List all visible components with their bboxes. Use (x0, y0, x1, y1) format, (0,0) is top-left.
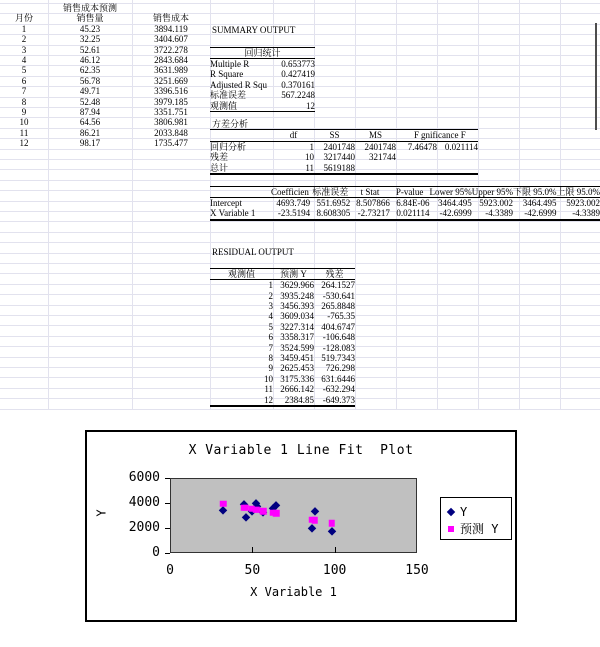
cell[interactable]: 264.1527 (321, 280, 355, 291)
cell[interactable]: -4.3389 (556, 208, 600, 219)
cell[interactable]: -42.6999 (513, 208, 557, 219)
cell[interactable]: 观测值 (210, 101, 273, 112)
cell[interactable]: 6 (268, 332, 273, 343)
cell[interactable]: 3806.981 (154, 117, 188, 128)
cell[interactable]: 月份 (14, 13, 33, 24)
x-tick-label: 50 (244, 563, 261, 578)
cell[interactable]: P-value (390, 186, 430, 197)
cell[interactable]: 0.021114 (444, 141, 478, 152)
cell[interactable]: 64.56 (79, 117, 101, 128)
cell[interactable]: Adjusted R Squ (210, 79, 268, 90)
x-tick-label: 100 (322, 563, 347, 578)
y-tick-mark (165, 553, 170, 554)
cell[interactable]: 9 (21, 107, 27, 118)
cell[interactable]: 1 (268, 280, 273, 291)
gridline (0, 409, 600, 410)
cell[interactable]: -4.3389 (472, 208, 513, 219)
cell[interactable]: 3722.278 (154, 44, 188, 55)
cell[interactable]: 5923.002 (566, 198, 600, 208)
cell[interactable]: 1 (309, 141, 314, 152)
cell[interactable]: 8 (21, 96, 27, 107)
cell[interactable]: 2625.453 (280, 363, 314, 374)
cell[interactable]: 3217440 (323, 152, 355, 163)
data-point-marker[interactable] (220, 501, 227, 508)
cell[interactable]: 10 (264, 373, 273, 384)
cell[interactable]: 0.370161 (281, 79, 315, 90)
cell[interactable] (132, 3, 210, 13)
cell[interactable]: df (273, 130, 314, 141)
cell[interactable]: 3358.317 (280, 332, 314, 343)
y-tick-label: 6000 (128, 470, 160, 485)
cell[interactable]: 52.48 (79, 96, 101, 107)
cell[interactable]: -106.648 (322, 332, 355, 343)
cell[interactable]: -128.083 (322, 342, 355, 353)
data-point-marker[interactable] (253, 507, 260, 514)
legend-diamond-icon (447, 507, 455, 515)
anova-table (210, 129, 478, 175)
cell[interactable]: 回归统计 (210, 47, 315, 58)
residual-table (210, 268, 355, 407)
cell[interactable] (396, 152, 437, 162)
cell[interactable]: 0.653773 (281, 58, 315, 69)
cell[interactable]: R Square (210, 69, 244, 80)
gridline (0, 263, 600, 264)
cell[interactable]: 6 (21, 75, 27, 86)
x-axis-title: X Variable 1 (250, 585, 337, 599)
cell[interactable]: 86.21 (79, 127, 101, 138)
cell[interactable]: 11 (273, 163, 314, 174)
cell[interactable]: 3227.314 (280, 321, 314, 332)
y-tick-mark (165, 478, 170, 479)
gridline (0, 232, 600, 233)
cell[interactable]: Coefficien (271, 186, 309, 197)
cell[interactable]: 3175.336 (280, 373, 314, 384)
x-tick-mark (335, 547, 336, 553)
cell[interactable]: 3894.119 (154, 23, 188, 34)
cell[interactable]: 0.427419 (281, 69, 315, 80)
cell[interactable]: 3464.495 (437, 198, 472, 208)
cell[interactable]: 12 (273, 101, 315, 112)
cell[interactable]: 标准误差 (310, 186, 350, 197)
cell[interactable]: 3979.185 (154, 96, 188, 107)
vertical-scrollbar[interactable] (595, 23, 597, 130)
cell[interactable]: 预测 Y (273, 268, 314, 279)
cell[interactable]: 销售成本预测 (62, 3, 117, 13)
cell[interactable]: 7 (268, 342, 273, 353)
cell[interactable]: Upper 95% (471, 186, 513, 197)
cell[interactable]: 3396.516 (154, 86, 188, 97)
cell[interactable]: 3464.495 (522, 198, 557, 208)
gridline (0, 253, 600, 254)
cell[interactable]: 5923.002 (479, 198, 513, 208)
gridline (0, 180, 600, 181)
summary-output-label[interactable]: SUMMARY OUTPUT (212, 25, 296, 35)
legend-label-predicted-y: 预测 Y (460, 522, 499, 536)
cell[interactable] (437, 163, 478, 174)
cell[interactable]: 5619188 (314, 163, 355, 174)
cell[interactable]: 1735.477 (154, 138, 188, 149)
cell[interactable] (396, 163, 437, 174)
cell[interactable]: 0.021114 (390, 208, 430, 219)
cell[interactable]: 12 (210, 395, 273, 406)
cell[interactable]: 2033.848 (154, 127, 188, 138)
cell[interactable]: 46.12 (79, 55, 101, 66)
cell[interactable]: 残差 (314, 268, 355, 279)
cell[interactable]: 1 (21, 23, 27, 34)
cell[interactable]: 49.71 (79, 86, 101, 97)
cell[interactable]: 45.23 (79, 23, 101, 34)
cell[interactable]: -649.373 (314, 395, 355, 406)
gridline (0, 221, 600, 222)
cell[interactable]: 标准误差 (210, 90, 247, 101)
cell[interactable]: 265.8848 (321, 301, 355, 312)
cell[interactable]: 3 (21, 44, 27, 55)
sales-table (0, 3, 210, 149)
cell[interactable]: 3251.669 (154, 75, 188, 86)
cell[interactable]: 总计 (210, 163, 273, 174)
cell[interactable]: 销售量 (76, 13, 104, 24)
cell[interactable]: 2666.142 (280, 384, 314, 395)
cell[interactable]: 87.94 (79, 107, 101, 118)
cell[interactable]: 3524.599 (280, 342, 314, 353)
cell[interactable]: F (396, 130, 437, 141)
cell[interactable]: Lower 95% (429, 186, 472, 197)
cell[interactable]: -42.6999 (429, 208, 471, 219)
regression-stats-table (210, 47, 315, 112)
cell[interactable]: 销售成本 (152, 13, 189, 24)
cell[interactable]: 7.46478 (407, 141, 437, 152)
cell[interactable]: 62.35 (79, 65, 101, 76)
cell[interactable]: -530.641 (322, 290, 355, 301)
cell[interactable]: -2.73217 (350, 208, 390, 219)
cell[interactable] (355, 163, 396, 174)
cell[interactable]: 2401748 (323, 141, 355, 152)
cell[interactable]: SS (314, 130, 355, 141)
y-tick-label: 2000 (128, 520, 160, 535)
cell[interactable]: 3629.966 (280, 280, 314, 291)
cell[interactable]: 9 (268, 363, 273, 374)
cell[interactable]: 321744 (369, 152, 396, 163)
x-tick-label: 0 (166, 563, 174, 578)
legend-label-y: Y (460, 504, 468, 519)
cell[interactable]: 3935.248 (280, 290, 314, 301)
cell[interactable]: MS (355, 130, 396, 141)
cell[interactable]: 2843.684 (154, 55, 188, 66)
cell[interactable]: 3404.607 (154, 34, 188, 45)
y-tick-label: 0 (152, 545, 160, 560)
chart-legend[interactable] (440, 497, 512, 540)
cell[interactable]: 下限 95.0% (512, 186, 557, 197)
cell[interactable]: Multiple R (210, 58, 250, 69)
data-point-marker[interactable] (328, 520, 335, 527)
cell[interactable]: 2384.85 (273, 395, 314, 406)
cell[interactable]: 3 (268, 301, 273, 312)
cell[interactable]: 2 (21, 34, 27, 45)
cell[interactable]: 2 (268, 290, 273, 301)
cell[interactable]: 56.78 (79, 75, 101, 86)
cell[interactable]: 8 (268, 353, 273, 364)
y-tick-mark (165, 503, 170, 504)
legend-square-icon (448, 526, 454, 532)
y-tick-mark (165, 528, 170, 529)
y-axis-title: Y (94, 509, 109, 517)
cell[interactable]: 32.25 (79, 34, 101, 45)
cell[interactable]: 12 (19, 138, 29, 149)
coefficients-table (210, 186, 600, 221)
cell[interactable]: 551.6952 (316, 198, 351, 208)
cell[interactable]: 10 (305, 152, 314, 163)
cell[interactable] (210, 186, 270, 197)
cell[interactable]: 8.608305 (310, 208, 350, 219)
cell[interactable]: 3351.751 (154, 107, 188, 118)
cell[interactable]: 10 (19, 117, 29, 128)
cell[interactable]: 上限 95.0% (556, 186, 600, 197)
cell[interactable]: 3456.393 (280, 301, 314, 312)
cell[interactable]: 7 (21, 86, 27, 97)
cell[interactable]: t Stat (350, 186, 390, 197)
cell[interactable]: 11 (19, 127, 29, 138)
cell[interactable]: 4 (21, 55, 27, 66)
cell[interactable]: 观测值 (210, 268, 273, 279)
gridline (0, 242, 600, 243)
line-fit-chart[interactable] (85, 430, 517, 622)
cell[interactable]: 404.6747 (321, 321, 355, 332)
cell[interactable]: -23.5194 (270, 208, 310, 219)
y-tick-label: 4000 (128, 495, 160, 510)
cell[interactable] (0, 3, 48, 13)
legend-entry-predicted-y[interactable] (448, 520, 511, 537)
cell[interactable]: 回归分析 (210, 141, 247, 152)
anova-label[interactable]: 方差分析 (212, 119, 249, 129)
cell[interactable]: 52.61 (79, 44, 101, 55)
data-point-marker[interactable] (309, 516, 316, 523)
cell[interactable]: 519.7343 (321, 353, 355, 364)
x-tick-mark (252, 547, 253, 553)
cell[interactable]: 残差 (210, 152, 229, 163)
cell[interactable]: 3609.034 (280, 311, 314, 322)
cell[interactable]: 8.507866 (356, 198, 390, 208)
cell[interactable]: 2401748 (364, 141, 396, 152)
plot-area[interactable] (170, 478, 417, 553)
cell[interactable]: Intercept (210, 198, 242, 208)
cell[interactable]: -632.294 (322, 384, 355, 395)
cell[interactable]: 6.84E-06 (396, 198, 430, 208)
chart-title: X Variable 1 Line Fit Plot (188, 443, 414, 458)
cell[interactable]: 5 (21, 65, 27, 76)
residual-output-label[interactable]: RESIDUAL OUTPUT (212, 247, 294, 257)
cell[interactable]: 3459.451 (280, 353, 314, 364)
cell[interactable]: 567.2248 (281, 90, 315, 101)
cell[interactable] (210, 130, 273, 141)
cell[interactable] (437, 152, 478, 162)
cell[interactable]: gnificance F (437, 130, 478, 141)
cell[interactable]: 726.298 (325, 363, 355, 374)
data-point-marker[interactable] (260, 508, 267, 515)
cell[interactable]: 5 (268, 321, 273, 332)
cell[interactable]: X Variable 1 (210, 208, 270, 219)
cell[interactable]: 3631.989 (154, 65, 188, 76)
cell[interactable]: 11 (264, 384, 273, 395)
legend-entry-y[interactable] (448, 503, 511, 520)
data-point-marker[interactable] (273, 510, 280, 517)
cell[interactable]: 631.6446 (321, 373, 355, 384)
cell[interactable]: 98.17 (79, 138, 101, 149)
cell[interactable]: 4693.749 (276, 198, 311, 208)
cell[interactable]: 4 (268, 311, 273, 322)
x-tick-label: 150 (405, 563, 429, 578)
cell[interactable]: -765.35 (327, 311, 355, 322)
